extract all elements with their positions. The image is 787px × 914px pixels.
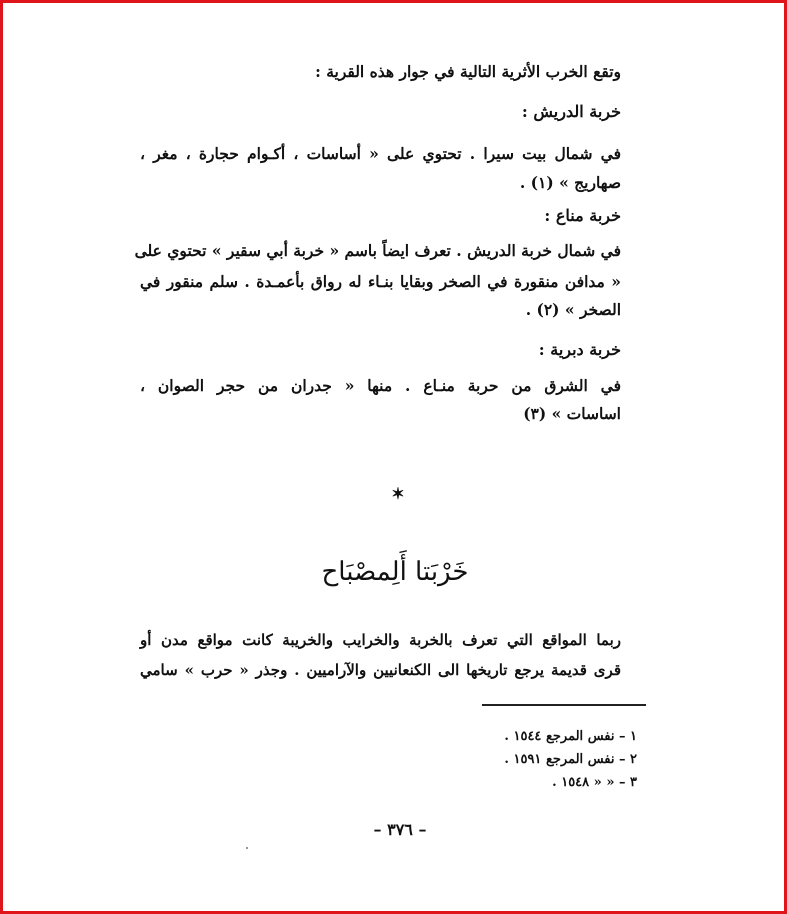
- speck-mark: [246, 847, 248, 849]
- section-text-line: صهاريج » (١) .: [519, 173, 621, 192]
- footnote-item: ٢ – نفس المرجع ١٥٩١ .: [504, 752, 637, 767]
- section-text-line: في شمال خربة الدريش . تعرف ايضاً باسم « خربة أبي سقير » تحتوي على: [134, 241, 621, 260]
- page-number: – ٣٧٦ –: [373, 820, 427, 839]
- intro-line: وتقع الخرب الأثرية التالية في جوار هذه القرية :: [315, 62, 621, 81]
- section-text-line: في شمال بيت سيرا . تحتوي على « أساسات ، أكـوام حجارة ، مغر ،: [140, 144, 621, 163]
- footnote-rule: [482, 704, 646, 706]
- body-text-line: ربما المواقع التي تعرف بالخربة والخرايب والخريبة كانت مواقع مدن أو: [140, 631, 621, 649]
- section-divider-star: ✶: [391, 484, 405, 503]
- body-text-line: قرى قديمة يرجع تاريخها الى الكنعانيين والآراميين . وجذر « حرب » سامي: [140, 661, 621, 679]
- section-text-line: الصخر » (٢) .: [525, 300, 621, 319]
- footnote-item: ٣ – « « ١٥٤٨ .: [552, 775, 637, 790]
- section-text-line: « مدافن منقورة في الصخر وبقايا بنـاء له رواق بأعمـدة . سلم منقور في: [140, 272, 621, 291]
- footnote-item: ١ – نفس المرجع ١٥٤٤ .: [504, 729, 637, 744]
- section-heading-dirish: خربة الدريش :: [521, 102, 621, 121]
- section-text-line: في الشرق من حربة منـاع . منها « جدران من حجر الصوان ،: [140, 376, 621, 395]
- section-heading-manna: خربة مناع :: [544, 206, 621, 225]
- section-text-line: اساسات » (٣): [523, 404, 621, 423]
- section-heading-dabriya: خربة دبرية :: [538, 340, 621, 359]
- section-title: خَرْبَتا أَلِمصْبَاح: [321, 557, 469, 587]
